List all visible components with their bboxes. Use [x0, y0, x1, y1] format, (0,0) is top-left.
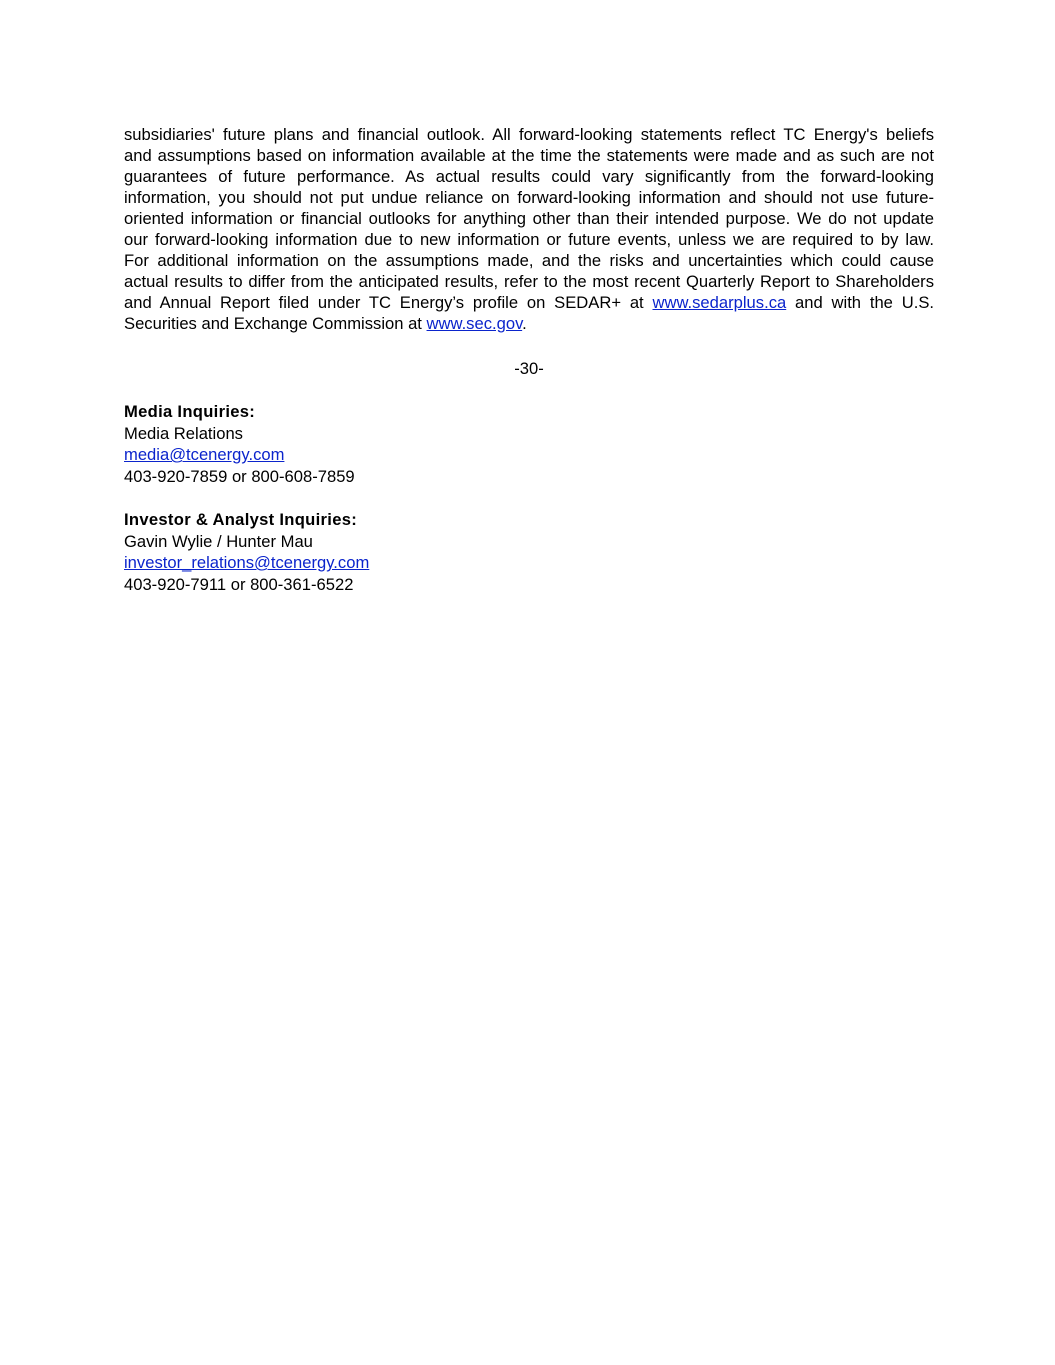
- disclaimer-line-10: [124, 313, 934, 334]
- investor-inquiries-block: [124, 509, 624, 595]
- disclaimer-line-10-suffix: .: [522, 314, 527, 333]
- disclaimer-line-4: information, you should not put undue reliance on forward-looking information and should not use future-: [124, 188, 934, 207]
- sedarplus-link[interactable]: www.sedarplus.ca: [652, 293, 787, 312]
- investor-contact-names: Gavin Wylie / Hunter Mau: [124, 531, 313, 551]
- disclaimer-line-9-prefix: and Annual Report filed under TC Energy’s profile on SEDAR+ at: [124, 293, 653, 312]
- disclaimer-line-5: oriented information or financial outlooks for anything other than their intended purpose. We do not update: [124, 209, 934, 228]
- disclaimer-line-7: For additional information on the assumptions made, and the risks and uncertainties which could cause: [124, 251, 934, 270]
- disclaimer-line-9-suffix: and with the U.S.: [786, 293, 934, 312]
- investor-phone: 403-920-7911 or 800-361-6522: [124, 574, 354, 594]
- media-inquiries-heading: Media Inquiries:: [124, 402, 256, 421]
- disclaimer-line-1: subsidiaries' future plans and financial outlook. All forward-looking statements reflect TC Energy's beliefs: [124, 125, 934, 144]
- disclaimer-line-9: [124, 292, 934, 313]
- media-inquiries-block: [124, 401, 624, 487]
- media-phone: 403-920-7859 or 800-608-7859: [124, 466, 355, 486]
- document-page: [124, 124, 934, 594]
- investor-inquiries-heading: Investor & Analyst Inquiries:: [124, 510, 358, 529]
- disclaimer-line-8: actual results to differ from the anticipated results, refer to the most recent Quarterly Report to Shareholders: [124, 272, 934, 291]
- media-email-link[interactable]: media@tcenergy.com: [124, 445, 285, 464]
- disclaimer-line-2: and assumptions based on information available at the time the statements were made and as such are not: [124, 146, 934, 165]
- investor-email-link[interactable]: investor_relations@tcenergy.com: [124, 553, 370, 572]
- disclaimer-line-3: guarantees of future performance. As actual results could vary significantly from the forward-looking: [124, 167, 934, 186]
- end-marker: -30-: [514, 359, 544, 378]
- sec-gov-link[interactable]: www.sec.gov: [426, 314, 523, 333]
- forward-looking-disclaimer: [124, 124, 934, 334]
- disclaimer-line-10-prefix: Securities and Exchange Commission at: [124, 314, 427, 333]
- disclaimer-line-6: our forward-looking information due to new information or future events, unless we are required to by law.: [124, 230, 934, 249]
- media-contact-name: Media Relations: [124, 423, 243, 443]
